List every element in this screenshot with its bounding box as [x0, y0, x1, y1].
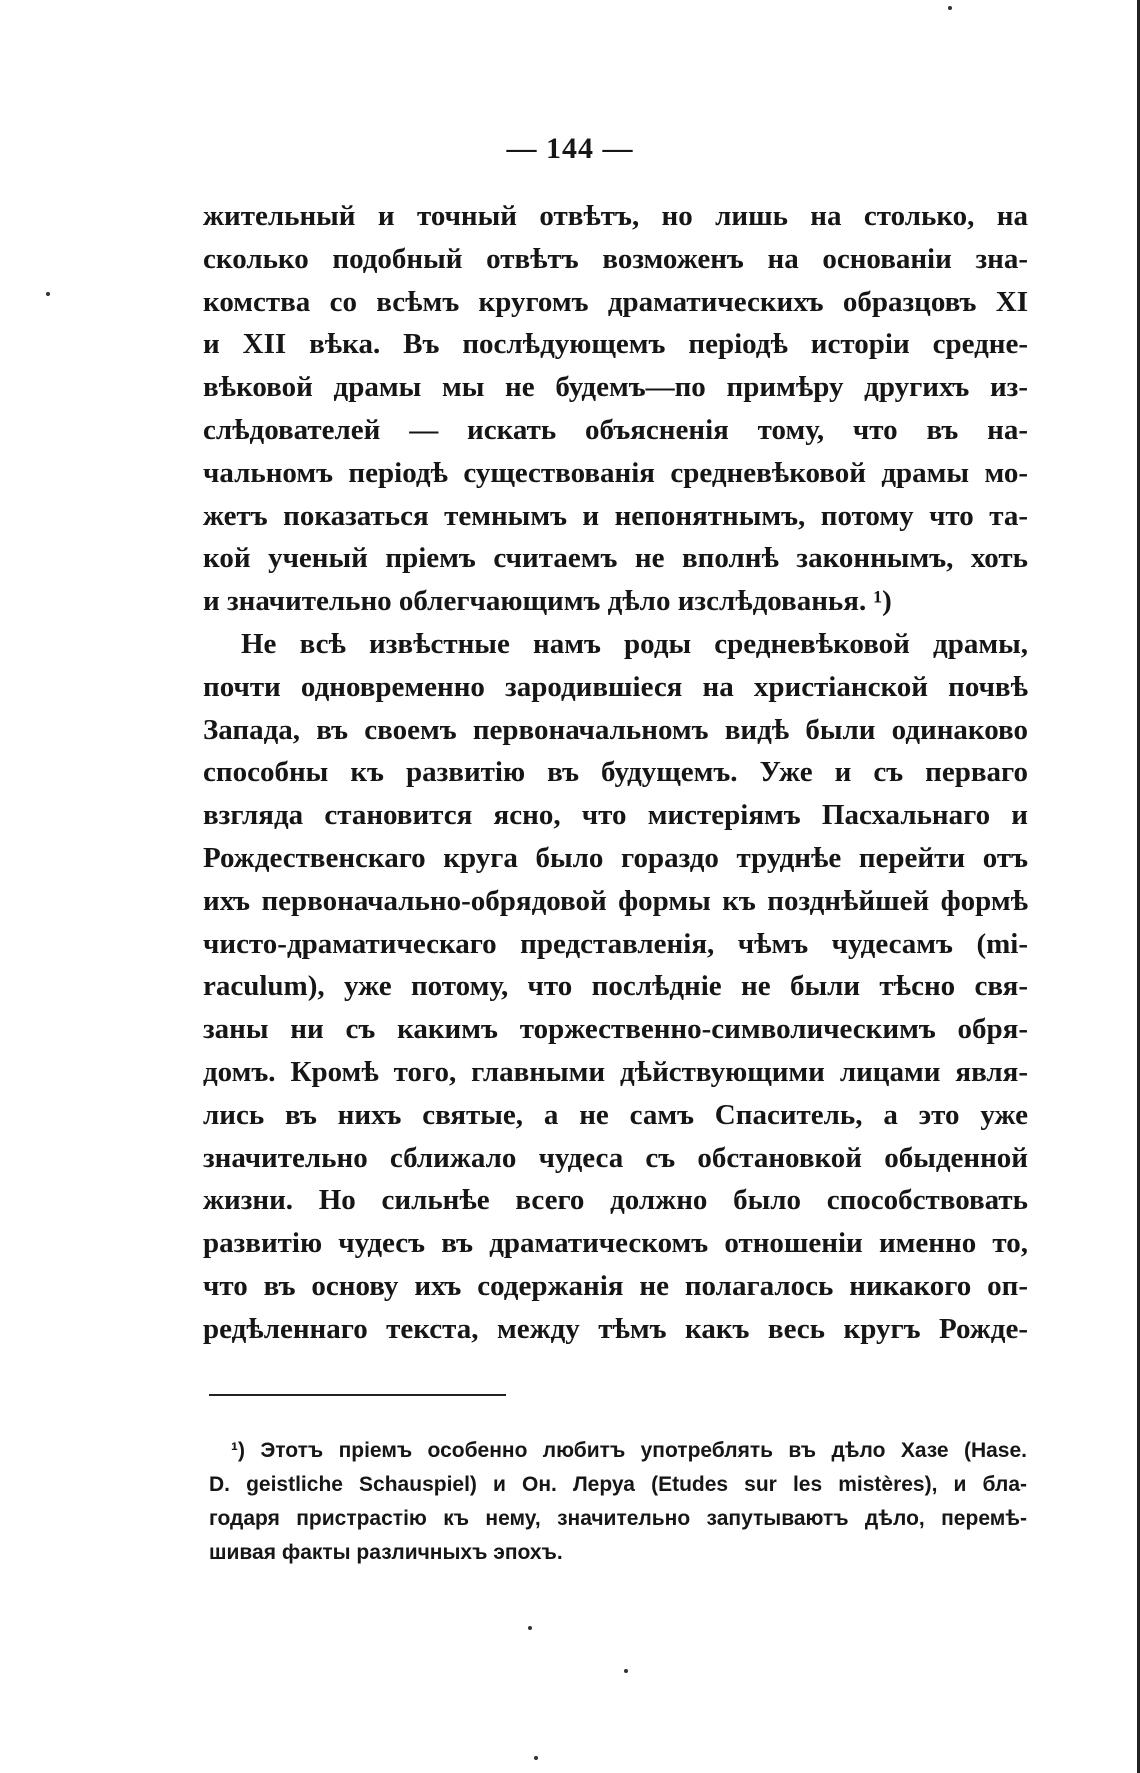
body-line: Запада, въ своемъ первоначальномъ видѣ были одинаково — [203, 713, 1028, 746]
footnote-line: D. geistliche Schauspiel) и Он. Леруа (Etudes sur les mistères), и бла- — [209, 1473, 1027, 1496]
body-line: лись въ нихъ святые, а не самъ Спаситель, а это уже — [203, 1098, 1028, 1131]
footnote-separator-rule — [209, 1394, 506, 1396]
body-line: чальномъ періодѣ существованія средневѣковой драмы мо- — [203, 456, 1028, 489]
body-line: взгляда становится ясно, что мистеріямъ Пасхальнаго и — [203, 799, 1028, 832]
footnotes — [209, 1434, 1027, 1570]
body-text — [203, 195, 1028, 1351]
body-line: значительно сближало чудеса съ обстановкой обыденной — [203, 1141, 1028, 1174]
body-line: заны ни съ какимъ торжественно-символическимъ обря- — [203, 1013, 1028, 1046]
body-line: жизни. Но сильнѣе всего должно было способствовать — [203, 1184, 1028, 1217]
body-line: raculum), уже потому, что послѣдніе не были тѣсно свя- — [203, 970, 1028, 1003]
body-line: ихъ первоначально-обрядовой формы къ позднѣйшей формѣ — [203, 884, 1028, 917]
scan-speck — [624, 1669, 628, 1673]
body-line: способны къ развитію въ будущемъ. Уже и съ перваго — [203, 756, 1028, 789]
body-line: жительный и точный отвѣтъ, но лишь на столько, на — [203, 200, 1028, 232]
body-line: вѣковой драмы мы не будемъ—по примѣру другихъ из- — [203, 371, 1028, 404]
body-line: и XII вѣка. Въ послѣдующемъ періодѣ исторіи средне- — [203, 328, 1028, 361]
page-number: — 144 — — [506, 132, 634, 165]
body-line: развитію чудесъ въ драматическомъ отношеніи именно то, — [203, 1227, 1028, 1260]
body-line: почти одновременно зародившіеся на христіанской почвѣ — [203, 670, 1028, 703]
body-line: жетъ показаться темнымъ и непонятнымъ, потому что та- — [203, 499, 1028, 532]
scan-speck — [534, 1756, 538, 1760]
scan-speck — [46, 292, 50, 296]
footnote-line: шивая факты различныхъ эпохъ. — [209, 1541, 563, 1564]
body-line: редѣленнаго текста, между тѣмъ какъ весь кругъ Рожде- — [203, 1312, 1028, 1345]
body-line: сколько подобный отвѣтъ возможенъ на основаніи зна- — [203, 242, 1028, 275]
footnote-line: годаря пристрастію къ нему, значительно запутываютъ дѣло, перемѣ- — [209, 1507, 1027, 1530]
body-line: и значительно облегчающимъ дѣло изслѣдованья. ¹) — [203, 585, 892, 618]
body-line: слѣдователей — искать объясненія тому, что въ на- — [203, 413, 1028, 446]
body-line: комства со всѣмъ кругомъ драматическихъ образцовъ XI — [203, 285, 1028, 318]
body-line: домъ. Кромѣ того, главными дѣйствующими лицами явля- — [203, 1055, 1028, 1088]
body-line: кой ученый пріемъ считаемъ не вполнѣ законнымъ, хоть — [203, 542, 1028, 575]
scan-speck — [948, 6, 952, 10]
body-line: Не всѣ извѣстные намъ роды средневѣковой драмы, — [241, 627, 1028, 660]
scan-speck — [528, 1626, 532, 1630]
footnote-line: ¹) Этотъ пріемъ особенно любитъ употреблять въ дѣло Хазе (Hase. — [231, 1439, 1027, 1462]
body-line: Рождественскаго круга было гораздо труднѣе перейти отъ — [203, 841, 1028, 874]
body-line: что въ основу ихъ содержанія не полагалось никакого оп- — [203, 1269, 1028, 1302]
body-line: чисто-драматическаго представленія, чѣмъ чудесамъ (mi- — [203, 927, 1028, 960]
